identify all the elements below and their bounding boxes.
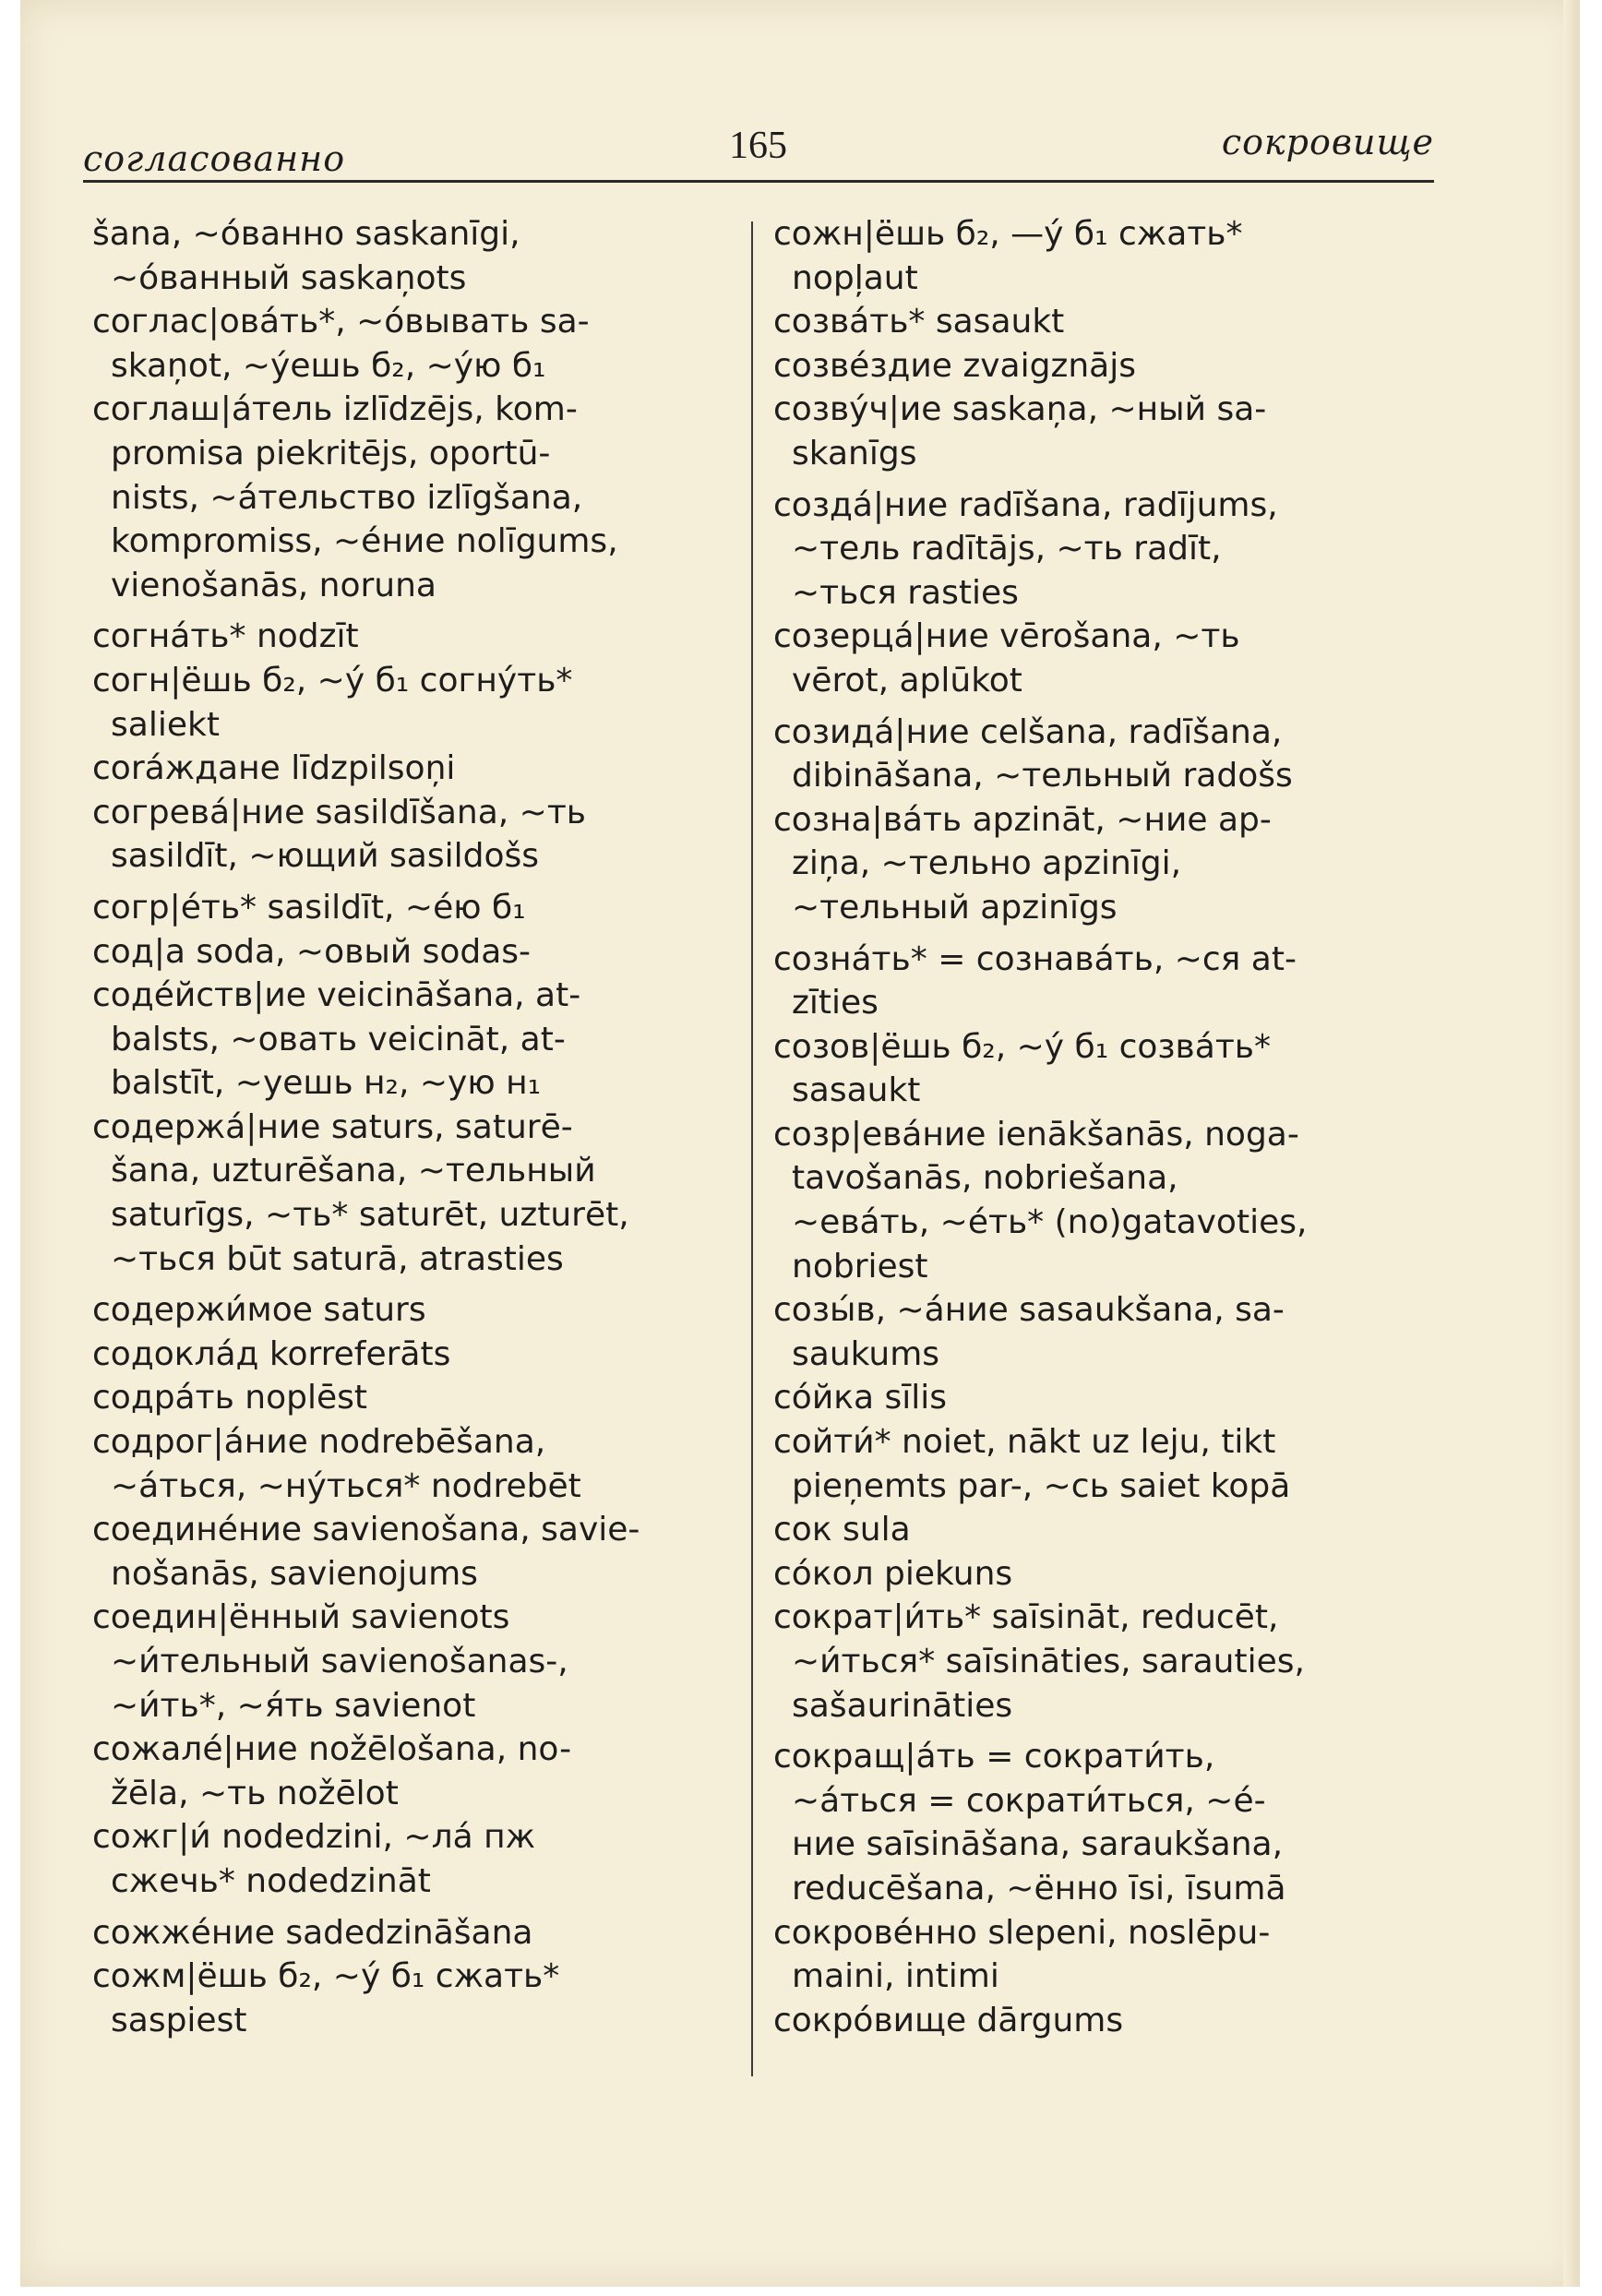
- dictionary-line: pieņemts par-, ~сь saiet kopā: [792, 1466, 1291, 1505]
- dictionary-line: созвáть* sasaukt: [773, 303, 1065, 341]
- dictionary-line: согнáть* nodzīt: [92, 617, 359, 656]
- dictionary-line: nobriest: [792, 1247, 928, 1286]
- dictionary-line: ~евáть, ~éть* (no)gatavoties,: [792, 1203, 1308, 1242]
- dictionary-line: šana, uzturēšana, ~тельный: [111, 1152, 596, 1190]
- dictionary-line: ~áться, ~нýться* nodrebēt: [111, 1466, 581, 1505]
- dictionary-line: сожг|и́ nodedzini, ~лá пж: [92, 1818, 536, 1857]
- header-last-word: сокровище: [1221, 122, 1434, 162]
- dictionary-line: saukums: [792, 1334, 940, 1373]
- dictionary-line: skaņot, ~ýешь б₂, ~ýю б₁: [111, 346, 546, 385]
- dictionary-line: сжечь* nodedzināt: [111, 1861, 431, 1900]
- dictionary-line: tavošanās, nobriešana,: [792, 1159, 1178, 1198]
- dictionary-line: созы́в, ~áние sasaukšana, sa-: [773, 1291, 1285, 1330]
- dictionary-line: соглас|овáть*, ~óвывать sa-: [92, 303, 590, 341]
- right-column: [773, 212, 1438, 2042]
- dictionary-line: šana, ~óванно saskanīgi,: [92, 215, 520, 253]
- dictionary-line: сожалé|ние nožēlošana, no-: [92, 1730, 572, 1769]
- dictionary-line: согн|ёшь б₂, ~ý б₁ согнýть*: [92, 661, 573, 700]
- dictionary-line: соединéние savienošana, savie-: [92, 1511, 640, 1549]
- dictionary-line: sašaurināties: [792, 1686, 1013, 1725]
- dictionary-line: создá|ние radīšana, radījums,: [773, 485, 1278, 524]
- dictionary-line: ~и́тельный savienošanas-,: [111, 1643, 568, 1680]
- page-number: 165: [729, 125, 787, 167]
- dictionary-line: saturīgs, ~ть* saturēt, uzturēt,: [111, 1196, 629, 1235]
- dictionary-line: ~тель radītājs, ~ть radīt,: [792, 530, 1222, 568]
- dictionary-line: сокровéнно slepeni, noslēpu-: [773, 1913, 1271, 1952]
- dictionary-line: kompromiss, ~éние nolīgums,: [111, 522, 618, 561]
- dictionary-line: ~и́ть*, ~я́ть savienot: [111, 1686, 476, 1725]
- dictionary-line: содрог|áние nodrebēšana,: [92, 1423, 546, 1462]
- left-column: [92, 212, 757, 2042]
- dictionary-line: maini, intimi: [792, 1957, 999, 1996]
- dictionary-line: sasildīt, ~ющий sasildošs: [111, 837, 540, 876]
- dictionary-line: созерцá|ние vērošana, ~ть: [773, 617, 1240, 656]
- dictionary-line: созр|евáние ienākšanās, noga-: [773, 1115, 1299, 1154]
- dictionary-line: сознáть* = сознавáть, ~ся at-: [773, 939, 1297, 978]
- dictionary-line: dibināšana, ~тельный radošs: [792, 757, 1293, 795]
- dictionary-line: содоклáд korreferāts: [92, 1334, 451, 1373]
- dictionary-line: сóкол piekuns: [773, 1554, 1013, 1593]
- dictionary-line: ~и́ться* saīsināties, sarauties,: [792, 1643, 1305, 1680]
- dictionary-line: созвéздие zvaigznājs: [773, 346, 1136, 385]
- dictionary-line: сокрóвище dārgums: [773, 2001, 1124, 2039]
- dictionary-line: соглаш|áтель izlīdzējs, kom-: [92, 390, 578, 429]
- dictionary-line: созов|ёшь б₂, ~ý б₁ созвáть*: [773, 1027, 1272, 1066]
- dictionary-line: содержи́мое saturs: [92, 1291, 426, 1330]
- dictionary-line: sasaukt: [792, 1071, 921, 1110]
- dictionary-line: ~тельный apzinīgs: [792, 888, 1118, 927]
- dictionary-line: ~óванный saskaņots: [111, 258, 467, 297]
- dictionary-line: reducēšana, ~ённо īsi, īsumā: [792, 1869, 1286, 1907]
- dictionary-line: ~áться = сократи́ться, ~é-: [792, 1781, 1266, 1820]
- paper-edge-shadow: [1563, 0, 1580, 2287]
- dictionary-line: созна|вáть apzināt, ~ние ap-: [773, 800, 1272, 839]
- page-header: [83, 111, 1434, 185]
- dictionary-line: сóйка sīlis: [773, 1379, 947, 1417]
- dictionary-line: содрáть noplēst: [92, 1379, 367, 1417]
- dictionary-line: balsts, ~овать veicināt, at-: [111, 1020, 566, 1058]
- dictionary-line: vērot, aplūkot: [792, 661, 1022, 700]
- dictionary-line: nopļaut: [792, 258, 918, 297]
- dictionary-line: сок sula: [773, 1511, 911, 1549]
- dictionary-line: ~ться rasties: [792, 573, 1019, 612]
- dictionary-line: balstīt, ~уешь н₂, ~ую н₁: [111, 1064, 542, 1103]
- dictionary-line: vienošanās, noruna: [111, 566, 436, 604]
- dictionary-line: nošanās, savienojums: [111, 1554, 478, 1593]
- dictionary-line: соедин|ённый savienots: [92, 1598, 510, 1637]
- header-first-word: согласованно: [83, 138, 346, 179]
- dictionary-line: žēla, ~ть nožēlot: [111, 1774, 399, 1812]
- dictionary-line: saspiest: [111, 2001, 247, 2039]
- dictionary-line: zīties: [792, 984, 879, 1022]
- dictionary-line: ние saīsināšana, saraukšana,: [792, 1825, 1284, 1864]
- dictionary-line: сод|а soda, ~овый sodas-: [92, 932, 532, 971]
- dictionary-line: содéйств|ие veicināšana, at-: [92, 976, 581, 1015]
- dictionary-line: skanīgs: [792, 434, 917, 472]
- header-rule: [83, 180, 1434, 183]
- dictionary-line: соráждане līdzpilsoņi: [92, 749, 456, 788]
- dictionary-line: созвýч|ие saskaņa, ~ный sa-: [773, 390, 1267, 429]
- dictionary-line: promisa piekritējs, oportū-: [111, 434, 551, 472]
- dictionary-line: сойти́* noiet, nākt uz leju, tikt: [773, 1423, 1276, 1462]
- dictionary-line: созидá|ние celšana, radīšana,: [773, 712, 1283, 751]
- dictionary-line: согр|éть* sasildīt, ~éю б₁: [92, 888, 526, 927]
- dictionary-line: сокращ|áть = сократи́ть,: [773, 1738, 1215, 1776]
- dictionary-line: сожн|ёшь б₂, —ý б₁ сжать*: [773, 215, 1243, 253]
- dictionary-line: сократ|и́ть* saīsināt, reducēt,: [773, 1598, 1279, 1637]
- dictionary-line: ziņa, ~тельно apzinīgi,: [792, 844, 1182, 883]
- dictionary-line: saliekt: [111, 705, 220, 744]
- dictionary-line: ~ться būt saturā, atrasties: [111, 1239, 564, 1278]
- dictionary-line: сожм|ёшь б₂, ~ý б₁ сжать*: [92, 1957, 560, 1996]
- dictionary-line: nists, ~áтельство izlīgšana,: [111, 478, 583, 517]
- dictionary-line: содержá|ние saturs, saturē-: [92, 1107, 573, 1146]
- dictionary-line: согревá|ние sasildīšana, ~ть: [92, 793, 587, 831]
- dictionary-line: сожжéние sadedzināšana: [92, 1913, 533, 1952]
